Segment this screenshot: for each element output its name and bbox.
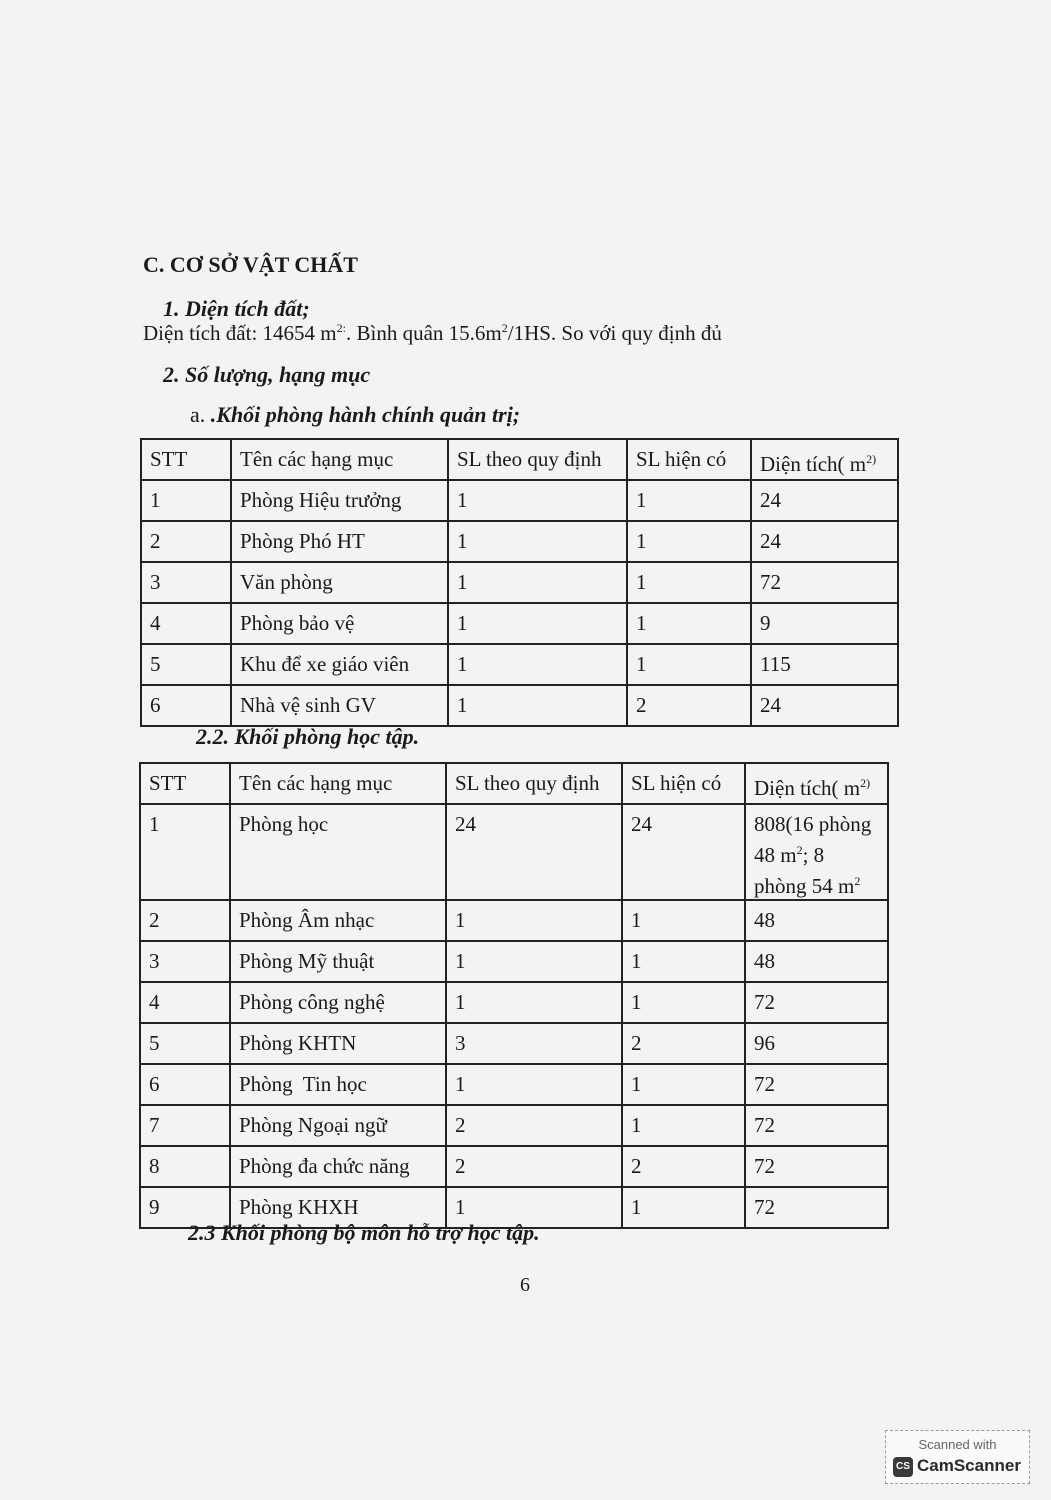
- cell-stt: 3: [141, 562, 231, 603]
- cell-area: 72: [745, 1146, 888, 1187]
- camscanner-badge: [885, 1430, 1030, 1484]
- cell-quota: 1: [448, 521, 627, 562]
- heading-quantity: 2. Số lượng, hạng mục: [163, 362, 371, 387]
- cell-area: 24: [751, 521, 898, 562]
- cell-name: Phòng KHTN: [230, 1023, 446, 1064]
- table-row: [140, 1146, 888, 1187]
- cell-stt: 2: [140, 900, 230, 941]
- cell-current: 1: [622, 941, 745, 982]
- cell-current: 1: [622, 900, 745, 941]
- header-stt: STT: [140, 763, 230, 804]
- cell-area: 72: [745, 982, 888, 1023]
- cell-current: 2: [622, 1146, 745, 1187]
- cell-quota: 2: [446, 1146, 622, 1187]
- table-header-row: [141, 439, 898, 480]
- cell-name: Phòng Tin học: [230, 1064, 446, 1105]
- cell-current: 1: [622, 1187, 745, 1228]
- cell-current: 1: [622, 1105, 745, 1146]
- table-row: [141, 562, 898, 603]
- cell-stt: 2: [141, 521, 231, 562]
- table-row: [140, 804, 888, 900]
- table-row: [141, 480, 898, 521]
- cell-name: Phòng học: [230, 804, 446, 900]
- cell-quota: 1: [448, 562, 627, 603]
- table-row: [141, 521, 898, 562]
- cell-quota: 1: [446, 1187, 622, 1228]
- cell-current: 1: [622, 982, 745, 1023]
- scanned-with-text: Scanned with: [918, 1437, 997, 1452]
- table-row: [141, 685, 898, 726]
- cell-area: 72: [751, 562, 898, 603]
- cell-quota: 1: [448, 685, 627, 726]
- cell-name: Phòng Âm nhạc: [230, 900, 446, 941]
- header-name: Tên các hạng mục: [231, 439, 448, 480]
- cell-stt: 6: [140, 1064, 230, 1105]
- cell-stt: 7: [140, 1105, 230, 1146]
- cell-name: Phòng công nghệ: [230, 982, 446, 1023]
- table-row: [140, 941, 888, 982]
- cell-stt: 1: [141, 480, 231, 521]
- camscanner-logo-icon: CS: [893, 1457, 913, 1477]
- cell-current: 2: [622, 1023, 745, 1064]
- cell-quota: 1: [446, 1064, 622, 1105]
- cell-area: 24: [751, 685, 898, 726]
- cell-quota: 1: [446, 900, 622, 941]
- cell-quota: 1: [448, 644, 627, 685]
- cell-name: Phòng KHXH: [230, 1187, 446, 1228]
- page-number: 6: [520, 1274, 530, 1296]
- admin-block-table: [140, 438, 899, 727]
- cell-quota: 24: [446, 804, 622, 900]
- cell-stt: 4: [140, 982, 230, 1023]
- heading-study-block: 2.2. Khối phòng học tập.: [196, 724, 420, 749]
- cell-current: 1: [627, 480, 751, 521]
- cell-current: 1: [622, 1064, 745, 1105]
- header-current: SL hiện có: [627, 439, 751, 480]
- cell-name: Phòng Phó HT: [231, 521, 448, 562]
- cell-area: 48: [745, 941, 888, 982]
- cell-current: 1: [627, 562, 751, 603]
- cell-name: Phòng Ngoại ngữ: [230, 1105, 446, 1146]
- table-header-row: [140, 763, 888, 804]
- cell-name: Văn phòng: [231, 562, 448, 603]
- cell-quota: 2: [446, 1105, 622, 1146]
- cell-stt: 4: [141, 603, 231, 644]
- cell-stt: 1: [140, 804, 230, 900]
- camscanner-brand: CamScanner: [917, 1456, 1021, 1475]
- cell-area: 24: [751, 480, 898, 521]
- cell-name: Khu để xe giáo viên: [231, 644, 448, 685]
- heading-support-block: 2.3 Khối phòng bộ môn hỗ trợ học tập.: [188, 1220, 540, 1245]
- cell-stt: 5: [141, 644, 231, 685]
- table-row: [140, 900, 888, 941]
- cell-quota: 3: [446, 1023, 622, 1064]
- table-row: [140, 1064, 888, 1105]
- header-quota: SL theo quy định: [446, 763, 622, 804]
- cell-current: 1: [627, 603, 751, 644]
- table-row: [140, 1105, 888, 1146]
- header-quota: SL theo quy định: [448, 439, 627, 480]
- cell-current: 2: [627, 685, 751, 726]
- cell-area: 72: [745, 1105, 888, 1146]
- cell-quota: 1: [448, 603, 627, 644]
- cell-stt: 8: [140, 1146, 230, 1187]
- cell-name: Phòng Mỹ thuật: [230, 941, 446, 982]
- cell-quota: 1: [448, 480, 627, 521]
- cell-name: Phòng bảo vệ: [231, 603, 448, 644]
- cell-area: 72: [745, 1064, 888, 1105]
- table-row: [140, 982, 888, 1023]
- table-row: [141, 644, 898, 685]
- heading-admin-block: a. .Khối phòng hành chính quản trị;: [190, 402, 521, 427]
- header-stt: STT: [141, 439, 231, 480]
- header-area: Diện tích( $m^{2)}$: [751, 439, 898, 480]
- cell-stt: 9: [140, 1187, 230, 1228]
- header-current: SL hiện có: [622, 763, 745, 804]
- cell-area: 9: [751, 603, 898, 644]
- study-block-table: [139, 762, 889, 1229]
- cell-name: Phòng Hiệu trưởng: [231, 480, 448, 521]
- cell-quota: 1: [446, 941, 622, 982]
- cell-stt: 3: [140, 941, 230, 982]
- cell-area: 72: [745, 1187, 888, 1228]
- header-area: Diện tích( $m^{2)}$: [745, 763, 888, 804]
- cell-name: Nhà vệ sinh GV: [231, 685, 448, 726]
- cell-stt: 5: [140, 1023, 230, 1064]
- cell-area: 96: [745, 1023, 888, 1064]
- cell-stt: 6: [141, 685, 231, 726]
- cell-name: Phòng đa chức năng: [230, 1146, 446, 1187]
- table-row: [140, 1023, 888, 1064]
- cell-area: 48: [745, 900, 888, 941]
- cell-current: 1: [627, 644, 751, 685]
- cell-current: 1: [627, 521, 751, 562]
- cell-quota: 1: [446, 982, 622, 1023]
- land-area-paragraph: Diện tích đất: 14654 $m^{2:}$. Bình quân $15.6m^2/1HS$. So với quy định đủ: [143, 321, 722, 345]
- table-row: [141, 603, 898, 644]
- cell-current: 24: [622, 804, 745, 900]
- cell-area: 115: [751, 644, 898, 685]
- heading-land-area: 1. Diện tích đất;: [163, 296, 310, 321]
- cell-area: 808(16 phòng 48 $m^2$; 8 phòng 54 $m^2$: [745, 804, 888, 900]
- header-name: Tên các hạng mục: [230, 763, 446, 804]
- section-title: C. CƠ SỞ VẬT CHẤT: [143, 252, 358, 277]
